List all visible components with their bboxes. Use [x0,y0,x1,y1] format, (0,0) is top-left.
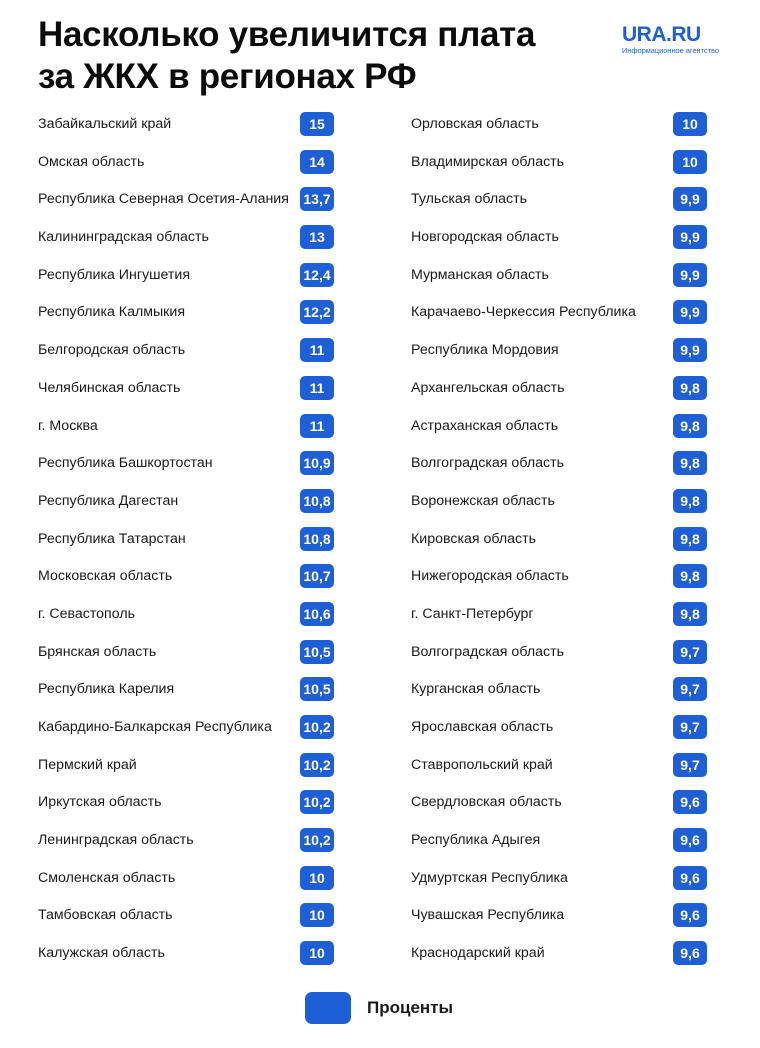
table-row [411,784,707,822]
region-name: Владимирская область [411,153,565,170]
region-name: Архангельская область [411,379,565,396]
value-badge: 9,8 [673,527,707,551]
table-row [411,445,707,483]
table-row [38,521,334,559]
value-badge: 11 [300,376,334,400]
table-row [38,370,334,408]
value-badge: 10 [300,866,334,890]
table-row [38,332,334,370]
table-row [38,822,334,860]
value-badge: 13 [300,225,334,249]
value-badge: 9,6 [673,828,707,852]
region-name: Иркутская область [38,794,162,811]
region-name: Республика Ингушетия [38,266,191,283]
table-row [411,935,707,973]
value-badge: 10,9 [300,451,334,475]
table-row [38,784,334,822]
table-row [38,144,334,182]
value-badge: 10,6 [300,602,334,626]
region-name: Свердловская область [411,794,562,811]
table-row [38,257,334,295]
value-badge: 10,2 [300,715,334,739]
region-name: Тамбовская область [38,907,173,924]
logo-name: URA.RU [622,23,701,46]
value-badge: 9,8 [673,376,707,400]
table-row [411,671,707,709]
region-name: Республика Башкортостан [38,455,213,472]
table-row [38,483,334,521]
value-badge: 10 [673,112,707,136]
page-title [38,14,535,98]
value-badge: 10,8 [300,489,334,513]
table-row [38,106,334,144]
table-row [411,294,707,332]
region-name: Кировская область [411,530,537,547]
value-badge: 10 [300,903,334,927]
region-name: Калининградская область [38,229,209,246]
value-badge: 10,5 [300,677,334,701]
table-row [411,106,707,144]
region-name: г. Санкт-Петербург [411,605,534,622]
region-name: Республика Мордовия [411,342,559,359]
region-name: г. Севастополь [38,605,135,622]
table-row [38,408,334,446]
region-name: Удмуртская Республика [411,869,568,886]
table-row [411,822,707,860]
ura-logo[interactable] [622,24,734,55]
table-row [38,897,334,935]
region-name: Республика Татарстан [38,530,186,547]
value-badge: 9,7 [673,640,707,664]
table-row [38,747,334,785]
value-badge: 10 [673,150,707,174]
table-row [411,219,707,257]
title-line-2: за ЖКХ в регионах РФ [38,57,417,96]
table-row [38,181,334,219]
region-name: Республика Северная Осетия-Алания [38,191,289,208]
table-row [411,370,707,408]
table-row [38,634,334,672]
table-row [411,483,707,521]
region-name: Ленинградская область [38,832,194,849]
table-row [411,257,707,295]
region-name: Волгоградская область [411,455,564,472]
region-name: Республика Адыгея [411,832,541,849]
value-badge: 9,7 [673,715,707,739]
region-name: Карачаево-Черкессия Республика [411,304,636,321]
left-column [38,106,334,973]
region-name: Ставропольский край [411,756,553,773]
value-badge: 10 [300,941,334,965]
region-name: Смоленская область [38,869,176,886]
value-badge: 12,2 [300,300,334,324]
value-badge: 11 [300,414,334,438]
region-name: Курганская область [411,681,541,698]
table-row [38,709,334,747]
region-name: Пермский край [38,756,137,773]
table-row [411,634,707,672]
value-badge: 9,8 [673,564,707,588]
table-row [38,445,334,483]
region-name: Мурманская область [411,266,549,283]
table-row [411,596,707,634]
table-row [38,558,334,596]
region-name: Орловская область [411,116,539,132]
region-name: Астраханская область [411,417,559,434]
region-name: Чувашская Республика [411,907,565,924]
logo-subtitle: Информационное агентство [622,46,719,55]
region-name: Калужская область [38,945,165,962]
table-row [411,521,707,559]
value-badge: 9,7 [673,753,707,777]
region-name: Омская область [38,153,145,170]
value-badge: 10,8 [300,527,334,551]
value-badge: 10,2 [300,753,334,777]
table-row [411,897,707,935]
table-row [38,219,334,257]
table-row [411,860,707,898]
table-row [411,747,707,785]
region-name: Краснодарский край [411,945,545,962]
value-badge: 9,6 [673,790,707,814]
region-name: Ярославская область [411,719,554,735]
region-name: Челябинская область [38,379,181,396]
value-badge: 11 [300,338,334,362]
table-row [38,596,334,634]
region-name: Тульская область [411,191,527,208]
value-badge: 10,2 [300,790,334,814]
value-badge: 9,8 [673,602,707,626]
value-badge: 9,9 [673,263,707,287]
region-name: Московская область [38,568,173,585]
value-badge: 9,9 [673,300,707,324]
value-badge: 9,9 [673,187,707,211]
table-row [411,709,707,747]
table-row [411,408,707,446]
value-badge: 9,6 [673,866,707,890]
region-name: Республика Калмыкия [38,304,186,321]
legend-label: Проценты [367,998,454,1017]
region-name: Нижегородская область [411,568,569,585]
region-name: Волгоградская область [411,643,564,660]
region-name: Воронежская область [411,492,555,509]
title-line-1: Насколько увеличится плата [38,15,536,54]
value-badge: 10,7 [300,564,334,588]
table-row [411,144,707,182]
value-badge: 12,4 [300,263,334,287]
table-row [411,558,707,596]
value-badge: 9,8 [673,451,707,475]
table-row [38,294,334,332]
value-badge: 10,5 [300,640,334,664]
table-row [38,935,334,973]
value-badge: 10,2 [300,828,334,852]
value-badge: 9,9 [673,338,707,362]
right-column [411,106,707,973]
table-row [38,671,334,709]
region-name: г. Москва [38,417,98,434]
value-badge: 9,6 [673,903,707,927]
table-row [411,181,707,219]
value-badge: 9,9 [673,225,707,249]
region-name: Республика Карелия [38,681,175,698]
value-badge: 9,8 [673,489,707,513]
value-badge: 13,7 [300,187,334,211]
region-name: Новгородская область [411,229,559,246]
region-name: Белгородская область [38,342,186,359]
region-name: Кабардино-Балкарская Республика [38,719,272,735]
value-badge: 15 [300,112,334,136]
regions-table [0,106,760,976]
region-name: Республика Дагестан [38,492,179,509]
table-row [411,332,707,370]
value-badge: 9,6 [673,941,707,965]
value-badge: 9,8 [673,414,707,438]
value-badge: 14 [300,150,334,174]
region-name: Брянская область [38,643,157,660]
region-name: Забайкальский край [38,116,172,132]
value-badge: 9,7 [673,677,707,701]
legend-swatch [305,992,351,1024]
table-row [38,860,334,898]
